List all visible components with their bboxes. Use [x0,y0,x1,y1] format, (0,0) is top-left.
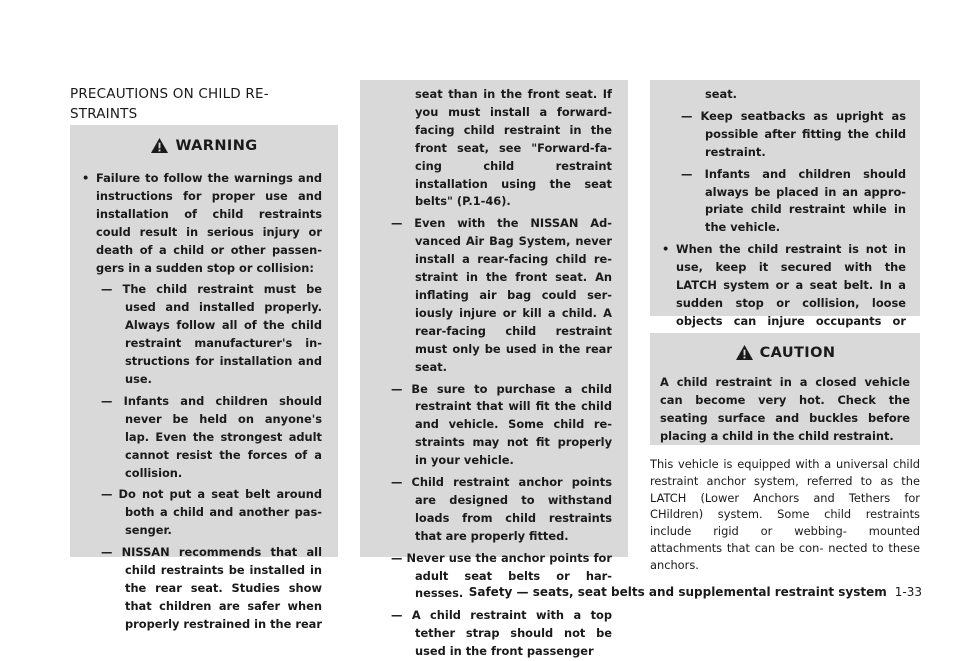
column-1 [70,84,338,124]
warning-bullet-2-text: When the child restraint is not in use, keep it secured with the LATCH system or a seat belt. In a sudden stop or collision, loose objects can injure occupants or [676,242,906,328]
warning-continuation: seat. [705,87,737,101]
warning-box-col1 [70,125,338,631]
warning-bullet-1-text: Failure to follow the warnings and instructions for proper use and installation of child restraints could result in serious injury or death of a child or other passen- gers in a sudden stop or collision: [96,171,322,275]
page-number: 1-33 [894,585,922,599]
warning-title [70,137,338,154]
caution-title [650,344,920,361]
warning-dash-item: — Infants and children should always be placed in an appro- priate child restraint while in the vehicle. [681,166,906,235]
warning-dash-item: — The child restraint must be used and installed properly. Always follow all of the child restraint manufacturer's in- structions for installation and use. [101,282,322,386]
warning-triangle-icon [150,137,169,154]
bullet-dot: • [662,242,670,257]
warning-dash-item: — Even with the NISSAN Ad- vanced Air Bag System, never install a rear-facing child re- straint in the front seat. An inflating air bag could ser- iously injure or kill a child. A rear-facing child restraint must only be used in the rear seat. [391,216,612,374]
warning-title-text: WARNING [175,137,258,154]
caution-text: A child restraint in a closed vehicle can become very hot. Check the seating surface and buckles before placing a child in the child restraint. [660,375,910,443]
bullet-dot: • [82,171,90,185]
warning-dash-item: — Be sure to purchase a child restraint that will fit the child and vehicle. Some child re- straints may not fit properly in your vehicle. [391,381,612,468]
warning-dash-item: — Infants and children should never be held on anyone's lap. Even the strongest adult cannot resist the forces of a collision. [101,393,322,480]
warning-bullet-1 [82,170,322,277]
footer-section-title: Safety — seats, seat belts and supplemental restraint system [468,585,887,599]
warning-box-col2 [360,80,628,659]
warning-continuation: seat than in the front seat. If you must install a forward- facing child restraint in the front seat, see "Forward-fa- cing child restraint installation using the seat belts" (P.1-46). [415,87,612,209]
warning-dash-item: — Child restraint anchor points are designed to withstand loads from child restraints that are properly fitted. [391,475,612,543]
section-heading: PRECAUTIONS ON CHILD RE- STRAINTS [70,86,269,122]
warning-dash-item: — NISSAN recommends that all child restraints be installed in the rear seat. Studies show that children are safer when properly restrained in the rear [101,545,322,631]
warning-dash-item: — Never use the anchor points for adult seat belts or har- nesses. [391,550,612,601]
caution-box [650,333,920,445]
warning-dash-item: — Keep seatbacks as upright as possible after fitting the child restraint. [681,108,906,159]
warning-dash-item: — A child restraint with a top tether strap should not be used in the front passenger [391,608,612,659]
body-paragraph: This vehicle is equipped with a universal child restraint anchor system, referred to as the LATCH (Lower Anchors and Tethers for CHildren) system. Some child restraints include rigid or webbing- mounted attachments that can be con- nected to these anchors. [650,457,920,572]
page-footer [469,585,922,599]
caution-title-text: CAUTION [759,344,836,361]
warning-box-col3 [650,80,920,328]
warning-dash-item: — Do not put a seat belt around both a child and another pas- senger. [101,487,322,538]
warning-triangle-icon [735,344,754,361]
